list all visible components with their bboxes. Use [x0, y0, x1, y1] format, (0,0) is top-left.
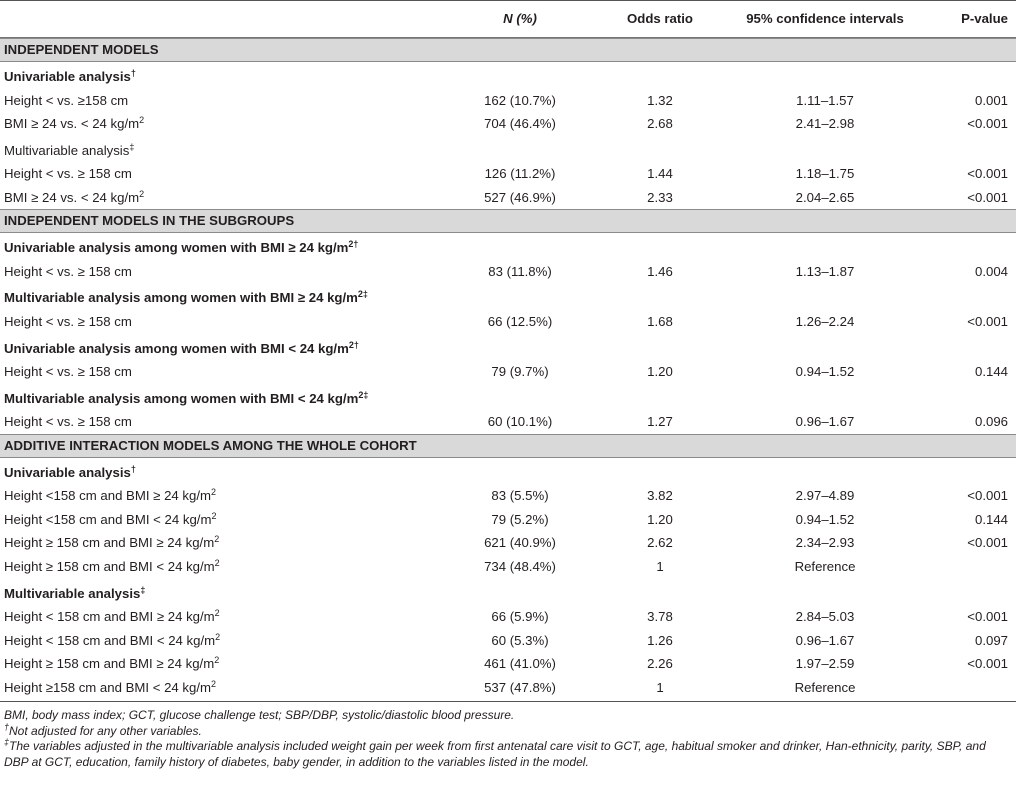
squared-superscript: 2	[215, 631, 221, 642]
row-label-text: Height < vs. ≥ 158 cm	[4, 166, 132, 182]
row-label-text: Height ≥ 158 cm and BMI ≥ 24 kg/m	[4, 535, 215, 551]
section-title: INDEPENDENT MODELS IN THE SUBGROUPS	[4, 213, 295, 229]
cell-odds-ratio: 3.78	[647, 609, 673, 625]
squared-superscript: 2	[139, 188, 145, 199]
cell-p-value: <0.001	[967, 313, 1008, 329]
header-p-value: P-value	[961, 11, 1008, 26]
squared-superscript: 2	[214, 655, 220, 666]
squared-superscript: 2	[139, 115, 145, 126]
analysis-group-label	[4, 233, 358, 263]
analysis-group-text: Univariable analysis	[4, 464, 131, 480]
cell-n-percent: 621 (40.9%)	[484, 535, 556, 551]
row-label-text: Height < vs. ≥ 158 cm	[4, 414, 132, 430]
cell-n-percent: 66 (12.5%)	[487, 313, 553, 329]
cell-n-percent: 83 (11.8%)	[488, 263, 552, 279]
squared-superscript: 2	[358, 389, 364, 400]
cell-n-percent: 66 (5.9%)	[491, 609, 549, 625]
cell-confidence-interval: 2.34–2.93	[795, 535, 855, 551]
table-row	[0, 112, 1016, 136]
table-row	[0, 508, 1016, 532]
analysis-group-text: Univariable analysis among women with BMI ≥ 24 kg/m	[4, 240, 349, 256]
header-odds-ratio: Odds ratio	[627, 11, 693, 26]
analysis-group-header	[0, 136, 1016, 163]
section-header	[0, 434, 1016, 458]
row-label	[4, 89, 128, 113]
analysis-group-label	[4, 62, 136, 92]
squared-superscript: 2	[210, 487, 216, 498]
row-label	[4, 112, 144, 136]
cell-p-value: <0.001	[967, 656, 1008, 672]
table-row	[0, 676, 1016, 700]
table-row	[0, 162, 1016, 186]
squared-superscript: 2	[348, 339, 354, 350]
row-label	[4, 531, 219, 555]
cell-p-value: 0.004	[974, 263, 1008, 279]
cell-odds-ratio: 1	[656, 559, 664, 575]
squared-superscript: 2	[357, 289, 363, 300]
cell-confidence-interval: 0.94–1.52	[795, 364, 855, 380]
analysis-group-label	[4, 283, 368, 313]
row-label	[4, 162, 132, 186]
table-row	[0, 484, 1016, 508]
footnote-mark: ‡	[363, 389, 369, 400]
table-header	[0, 0, 1016, 38]
analysis-group-text: Multivariable analysis	[4, 585, 141, 601]
cell-n-percent: 527 (46.9%)	[484, 189, 556, 205]
cell-odds-ratio: 2.33	[647, 189, 673, 205]
table-row	[0, 89, 1016, 113]
row-label-text: Height < vs. ≥ 158 cm	[4, 263, 132, 279]
cell-p-value: 0.144	[974, 511, 1008, 527]
row-label	[4, 310, 132, 334]
cell-odds-ratio: 1.68	[647, 313, 673, 329]
table-row	[0, 410, 1016, 434]
cell-p-value: <0.001	[967, 189, 1008, 205]
dagger-mark: †	[4, 721, 10, 732]
squared-superscript: 2	[214, 558, 220, 569]
analysis-group-header	[0, 334, 1016, 361]
footnote-mark: ‡	[362, 289, 368, 300]
analysis-group-header	[0, 283, 1016, 310]
cell-odds-ratio: 3.82	[647, 488, 673, 504]
cell-odds-ratio: 1.20	[647, 511, 673, 527]
row-label-text: Height ≥ 158 cm and BMI ≥ 24 kg/m	[4, 656, 215, 672]
row-label-text: Height < vs. ≥ 158 cm	[4, 313, 132, 329]
analysis-group-label	[4, 334, 359, 364]
cell-p-value: <0.001	[967, 488, 1008, 504]
cell-confidence-interval: 1.18–1.75	[795, 166, 855, 182]
cell-n-percent: 461 (41.0%)	[484, 656, 556, 672]
analysis-group-text: Multivariable analysis among women with BMI ≥ 24 kg/m	[4, 290, 358, 306]
table-row	[0, 360, 1016, 384]
cell-odds-ratio: 2.68	[647, 116, 673, 132]
row-label	[4, 676, 216, 700]
row-label-text: Height <158 cm and BMI < 24 kg/m	[4, 511, 212, 527]
section-title: ADDITIVE INTERACTION MODELS AMONG THE WHOLE COHORT	[4, 437, 417, 453]
table-row	[0, 260, 1016, 284]
table-row	[0, 605, 1016, 629]
squared-superscript: 2	[214, 608, 220, 619]
cell-p-value: 0.097	[974, 632, 1008, 648]
analysis-group-text: Multivariable analysis	[4, 142, 130, 158]
table-row	[0, 310, 1016, 334]
cell-n-percent: 60 (5.3%)	[491, 632, 549, 648]
footnote-mark: ‡	[140, 584, 146, 595]
row-label-text: Height ≥ 158 cm and BMI < 24 kg/m	[4, 559, 215, 575]
cell-n-percent: 537 (47.8%)	[484, 679, 556, 695]
squared-superscript: 2	[211, 510, 217, 521]
cell-odds-ratio: 1	[656, 679, 664, 695]
cell-confidence-interval: 1.97–2.59	[795, 656, 855, 672]
cell-n-percent: 79 (5.2%)	[491, 511, 549, 527]
table-body	[0, 38, 1016, 700]
table-row	[0, 555, 1016, 579]
cell-p-value: <0.001	[967, 535, 1008, 551]
header-n: N (%)	[503, 11, 537, 26]
cell-odds-ratio: 1.46	[647, 263, 673, 279]
row-label-text: Height < 158 cm and BMI < 24 kg/m	[4, 632, 216, 648]
footnote-mark: †	[130, 463, 136, 474]
cell-odds-ratio: 2.62	[647, 535, 673, 551]
table-row	[0, 531, 1016, 555]
cell-odds-ratio: 1.20	[647, 364, 673, 380]
analysis-group-label	[4, 458, 136, 488]
cell-confidence-interval: 1.26–2.24	[795, 313, 855, 329]
row-label	[4, 410, 132, 434]
row-label	[4, 508, 216, 532]
cell-confidence-interval: Reference	[794, 679, 856, 695]
cell-odds-ratio: 1.26	[647, 632, 673, 648]
row-label-text: Height < 158 cm and BMI ≥ 24 kg/m	[4, 609, 215, 625]
row-label	[4, 652, 219, 676]
row-label-text: Height <158 cm and BMI ≥ 24 kg/m	[4, 488, 211, 504]
row-label	[4, 360, 132, 384]
row-label	[4, 260, 132, 284]
row-label	[4, 605, 220, 629]
table-footnotes	[4, 708, 1012, 770]
analysis-group-text: Univariable analysis	[4, 69, 131, 84]
cell-p-value: <0.001	[967, 116, 1008, 132]
row-label	[4, 484, 216, 508]
analysis-group-header	[0, 384, 1016, 411]
cell-odds-ratio: 2.26	[647, 656, 673, 672]
row-label-text: BMI ≥ 24 vs. < 24 kg/m	[4, 116, 140, 132]
cell-confidence-interval: 2.04–2.65	[795, 189, 855, 205]
cell-n-percent: 162 (10.7%)	[484, 92, 556, 108]
squared-superscript: 2	[348, 239, 354, 250]
footnote-mark: †	[130, 68, 136, 78]
cell-confidence-interval: 2.97–4.89	[795, 488, 855, 504]
footnote-mark: ‡	[129, 141, 135, 152]
row-label-text: Height < vs. ≥ 158 cm	[4, 364, 132, 380]
footnote-double-dagger-text: The variables adjusted in the multivariable analysis included weight gain per week from first antenatal care visit to GCT, age, habitual smoker and drinker, Han-ethnicity, parity, SBP, and DBP at GCT, education, family history of diabetes, baby gender, in addition to the variables listed in the model.	[4, 739, 986, 769]
row-label-text: Height ≥158 cm and BMI < 24 kg/m	[4, 679, 211, 695]
cell-p-value: 0.144	[974, 364, 1008, 380]
analysis-group-label	[4, 384, 368, 414]
footnote-dagger	[4, 721, 1012, 740]
analysis-group-header	[0, 62, 1016, 89]
section-header	[0, 38, 1016, 62]
cell-confidence-interval: 0.96–1.67	[795, 632, 855, 648]
cell-p-value: 0.001	[974, 92, 1008, 108]
cell-odds-ratio: 1.27	[647, 414, 673, 430]
footnote-mark: †	[353, 339, 359, 350]
analysis-group-text: Univariable analysis among women with BMI < 24 kg/m	[4, 340, 349, 356]
row-label	[4, 186, 144, 210]
cell-n-percent: 126 (11.2%)	[484, 166, 556, 182]
analysis-group-label	[4, 579, 145, 609]
cell-p-value: <0.001	[967, 609, 1008, 625]
analysis-group-header	[0, 579, 1016, 606]
section-header	[0, 209, 1016, 233]
cell-n-percent: 79 (9.7%)	[491, 364, 549, 380]
analysis-group-text: Multivariable analysis among women with BMI < 24 kg/m	[4, 390, 359, 406]
section-title: INDEPENDENT MODELS	[4, 42, 159, 57]
cell-confidence-interval: Reference	[794, 559, 856, 575]
cell-confidence-interval: 2.84–5.03	[795, 609, 855, 625]
cell-n-percent: 83 (5.5%)	[491, 488, 549, 504]
cell-n-percent: 734 (48.4%)	[484, 559, 556, 575]
row-label-text: Height < vs. ≥158 cm	[4, 92, 129, 108]
table-bottom-rule	[0, 701, 1016, 702]
analysis-group-label	[4, 136, 134, 166]
footnote-dagger-text: Not adjusted for any other variables.	[9, 723, 202, 738]
footnote-abbreviations: BMI, body mass index; GCT, glucose challenge test; SBP/DBP, systolic/diastolic blood pressure.	[4, 708, 515, 722]
footnote-mark: †	[353, 239, 359, 250]
footnote-double-dagger	[4, 739, 1012, 770]
cell-p-value: <0.001	[967, 166, 1008, 182]
squared-superscript: 2	[210, 678, 216, 689]
table-row	[0, 652, 1016, 676]
header-confidence-intervals: 95% confidence intervals	[746, 11, 904, 26]
cell-p-value: 0.096	[974, 414, 1008, 430]
row-label	[4, 555, 220, 579]
row-label	[4, 629, 220, 653]
analysis-group-header	[0, 233, 1016, 260]
analysis-group-header	[0, 458, 1016, 485]
cell-odds-ratio: 1.44	[647, 166, 673, 182]
cell-confidence-interval: 0.96–1.67	[795, 414, 855, 430]
cell-odds-ratio: 1.32	[647, 92, 673, 108]
table-row	[0, 629, 1016, 653]
cell-confidence-interval: 0.94–1.52	[795, 511, 855, 527]
table-row	[0, 186, 1016, 210]
row-label-text: BMI ≥ 24 vs. < 24 kg/m	[4, 189, 140, 205]
double-dagger-mark: ‡	[4, 737, 10, 747]
cell-confidence-interval: 1.13–1.87	[795, 263, 855, 279]
squared-superscript: 2	[214, 534, 220, 545]
cell-n-percent: 704 (46.4%)	[484, 116, 556, 132]
cell-confidence-interval: 2.41–2.98	[795, 116, 855, 132]
cell-n-percent: 60 (10.1%)	[487, 414, 553, 430]
cell-confidence-interval: 1.11–1.57	[796, 92, 854, 108]
